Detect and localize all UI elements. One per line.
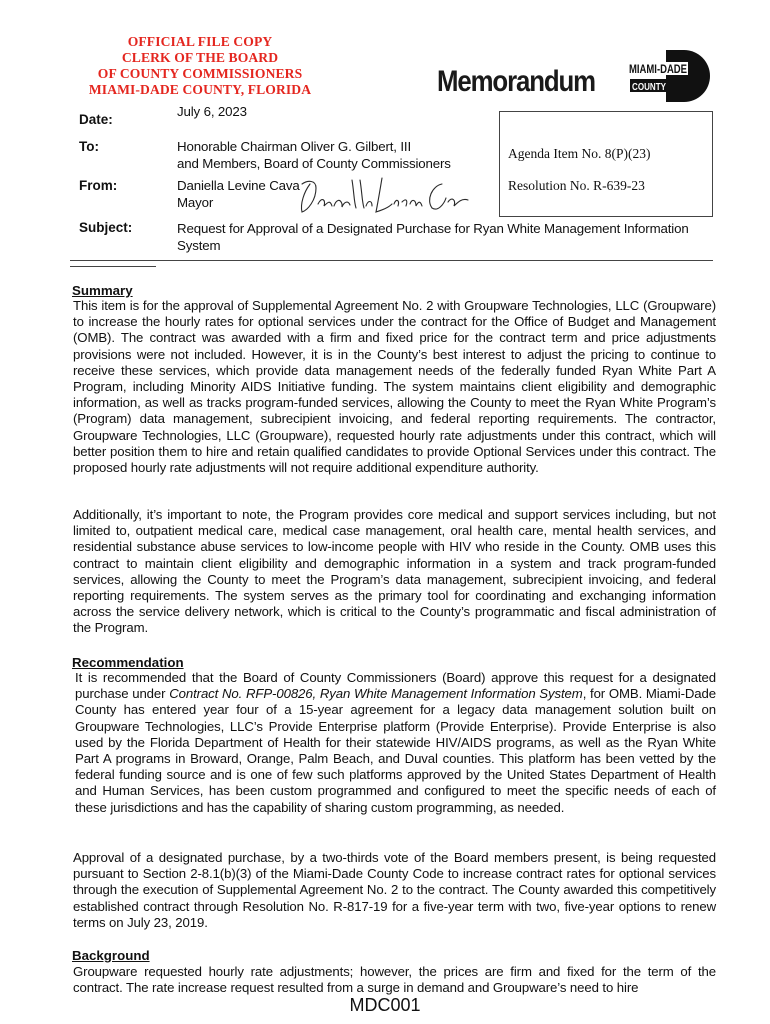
stamp-line: CLERK OF THE BOARD xyxy=(121,50,279,65)
document-code: MDC001 xyxy=(349,995,421,1015)
stamp-line: OF COUNTY COMMISSIONERS xyxy=(97,66,303,81)
summary-heading: Summary xyxy=(72,283,133,298)
date-value: July 6, 2023 xyxy=(177,104,247,119)
stamp-line: OFFICIAL FILE COPY xyxy=(127,34,273,49)
summary-paragraph-2: Additionally, it’s important to note, the Program provides core medical and support services including, but not limited to, outpatient medical care, medical case management, oral health care, mental health services, and residential substance abuse services to low-income people with HIV who reside in the County. OMB uses this contract to maintain client eligibility and demographic information in a system and track program-funded services, allowing the County to meet the Program’s data management, subrecipient invoicing, and federal reporting requirements. The system serves as the primary tool for coordinating and exchanging information across the service delivery network, which is critical to the County’s programmatic and fiscal administration of the Program. xyxy=(73,507,716,636)
to-label: To: xyxy=(79,139,99,154)
background-paragraph-1: Groupware requested hourly rate adjustments; however, the prices are firm and fixed for the term of the contract. The rate increase request resulted from a surge in demand and Groupware’s need to hire xyxy=(73,964,716,996)
contract-reference: Contract No. RFP-00826, Ryan White Management Information System xyxy=(169,686,583,702)
from-label: From: xyxy=(79,178,118,193)
stamp-line: MIAMI-DADE COUNTY, FLORIDA xyxy=(88,82,312,97)
header-divider-short xyxy=(70,266,156,267)
header-divider xyxy=(70,260,713,261)
signature-image xyxy=(296,174,472,220)
recommendation-paragraph-1 xyxy=(75,670,716,816)
date-label: Date: xyxy=(79,112,113,127)
background-heading: Background xyxy=(72,948,150,963)
logo-top-text: MIAMI-DADE xyxy=(629,64,688,76)
subject-line: System xyxy=(177,238,221,253)
recommendation-heading: Recommendation xyxy=(72,655,184,670)
recommendation-text: , for OMB. Miami-Dade County has entered year four of a 15-year agreement for a legacy data management solution built on Groupware Technologies, LLC’s Provide Enterprise platform (Provide Enterprise). Provide Enterprise is also used by the Florida Department of Health for their statewide HIV/AIDS programs, as well as the Ryan White Part A programs in Broward, Orange, Palm Beach, and Duval counties. This platform has been vetted by the federal funding source and is one of few such platforms approved by the United States Department of Health and Human Services, has been custom programmed and configured to meet the specific needs of each of these jurisdictions and has the capability of sharing custom programming, as needed. xyxy=(75,686,717,815)
to-line: Honorable Chairman Oliver G. Gilbert, III xyxy=(177,139,412,154)
logo-bottom-text: COUNTY xyxy=(632,81,666,93)
recommendation-text: It is recommended that the Board of County Commissioners (Board) approve this request for a designated purchase under xyxy=(75,670,716,702)
from-line: Daniella Levine Cava xyxy=(177,178,300,193)
resolution-number: Resolution No. R-639-23 xyxy=(508,178,645,193)
memorandum-title: Memorandum xyxy=(437,65,595,98)
official-file-copy-stamp xyxy=(74,34,326,98)
agenda-item-number: Agenda Item No. 8(P)(23) xyxy=(508,146,651,161)
from-value xyxy=(177,177,300,211)
from-line: Mayor xyxy=(177,195,214,210)
subject-line: Request for Approval of a Designated Purchase for Ryan White Management Information xyxy=(177,221,689,236)
subject-label: Subject: xyxy=(79,220,133,235)
summary-paragraph-1: This item is for the approval of Supplemental Agreement No. 2 with Groupware Technologies, LLC (Groupware) to increase the hourly rates for optional services under the contract for the Office of Budget and Management (OMB). The contract was awarded with a firm and fixed price for the contract term and price adjustments provisions were not included. However, it is in the County’s best interest to adjust the pricing to continue to receive these services, which provide data management needs of the federally funded Ryan White Part A Program, including Minority AIDS Initiative funding. The system maintains client eligibility and demographic information, as well as tracks program-funded services, allowing the County to meet the Ryan White Program’s (Program) data management, subrecipient invoicing, and federal reporting requirements. The contractor, Groupware Technologies, LLC (Groupware), requested hourly rate adjustments under this contract, which will better position them to hire and retain qualified candidates to provide Optional Services under this contract. The proposed hourly rate adjustments will not require additional expenditure authority. xyxy=(73,298,716,476)
to-line: and Members, Board of County Commissioners xyxy=(177,156,451,171)
agenda-box xyxy=(499,111,713,217)
to-value xyxy=(177,138,451,172)
subject-value xyxy=(177,220,722,254)
miami-dade-county-logo xyxy=(628,46,716,102)
recommendation-paragraph-2: Approval of a designated purchase, by a two-thirds vote of the Board members present, is being requested pursuant to Section 2-8.1(b)(3) of the Miami-Dade County Code to increase contract rates for optional services through the execution of Supplemental Agreement No. 2 to the contract. The County awarded this competitively established contract through Resolution No. R-817-19 for a five-year term with two, five-year options to renew terms on July 23, 2019. xyxy=(73,850,716,930)
